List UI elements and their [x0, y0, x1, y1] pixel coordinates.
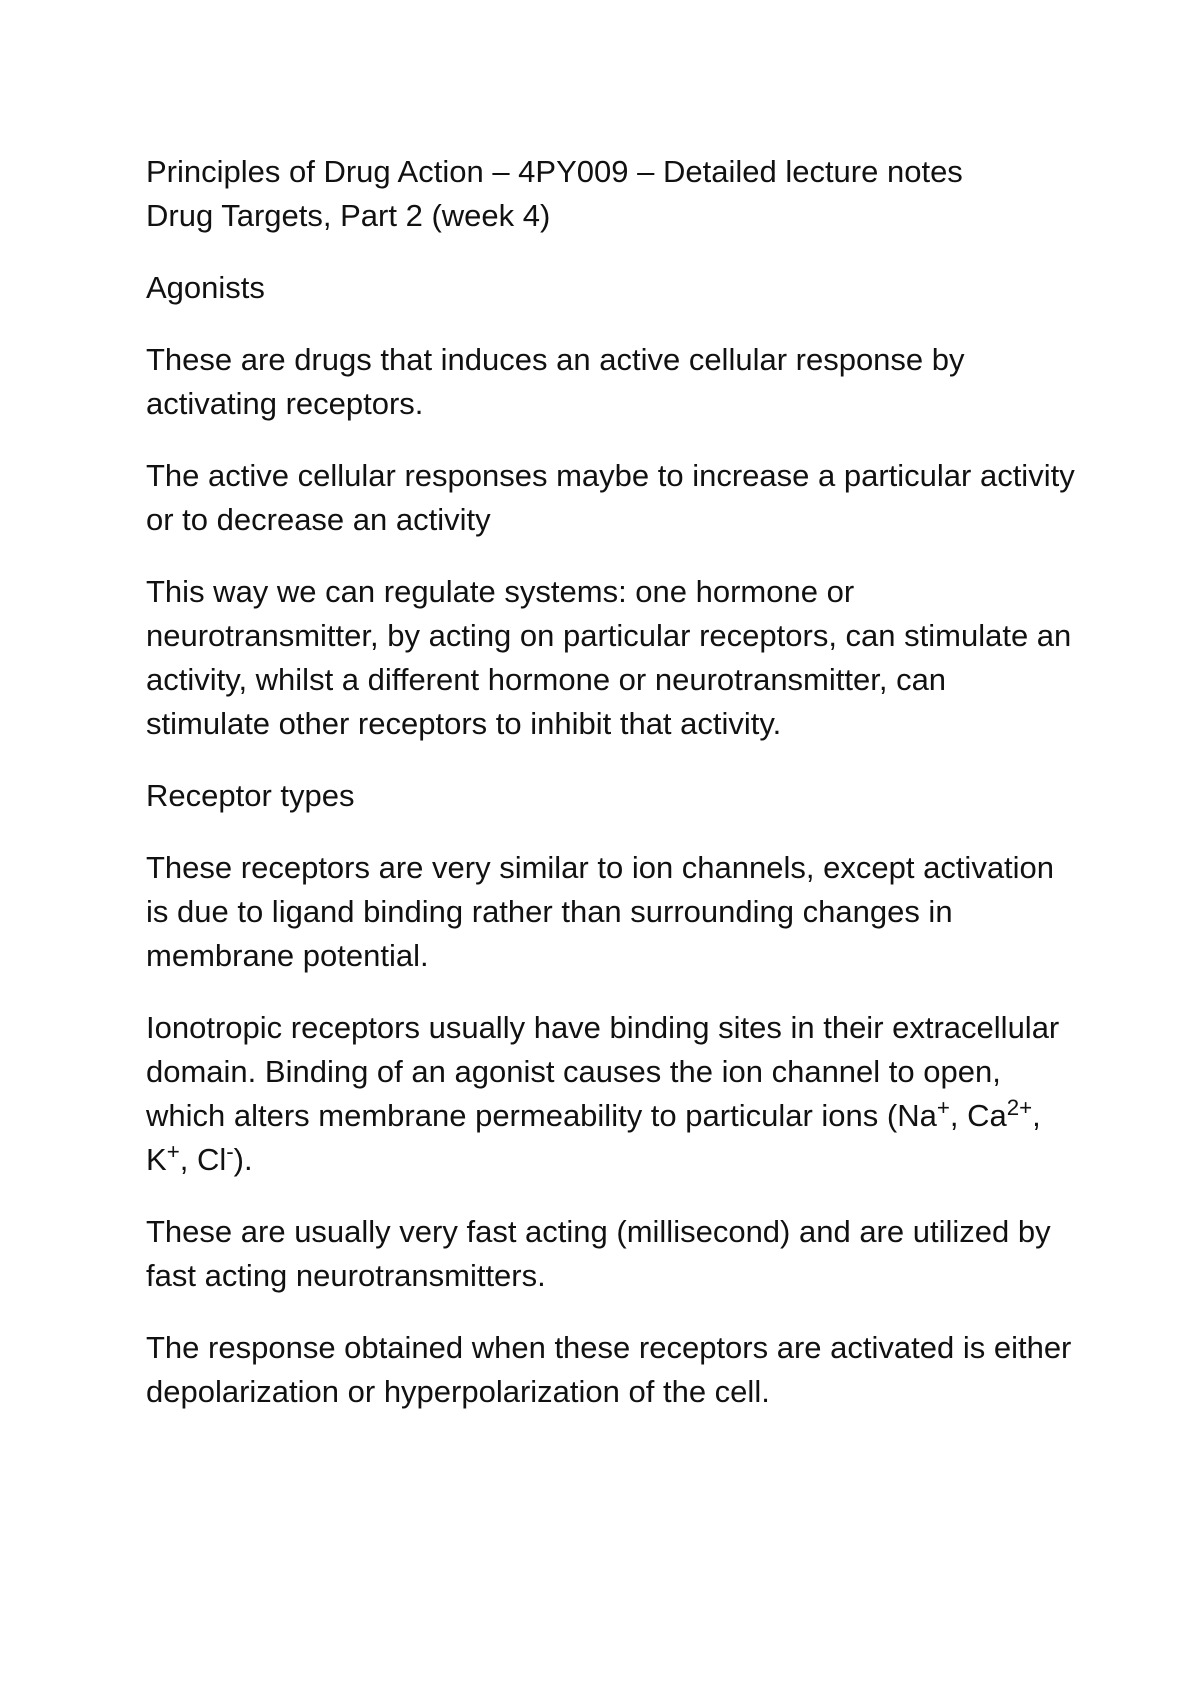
- paragraph-ionotropic-receptors: [146, 1006, 1076, 1182]
- document-body: [146, 150, 1076, 1442]
- potassium-charge: +: [166, 1138, 180, 1164]
- calcium-charge: 2+: [1006, 1094, 1033, 1120]
- title-line-2: Drug Targets, Part 2 (week 4): [146, 198, 551, 233]
- chloride-charge: -: [226, 1138, 234, 1164]
- sodium-charge: +: [936, 1094, 950, 1120]
- paragraph-regulate-systems: This way we can regulate systems: one hormone or neurotransmitter, by acting on particular receptors, can stimulate an activity, whilst a different hormone or neurotransmitter, can stimulate other receptors to inhibit that activity.: [146, 574, 1072, 741]
- document-title: [146, 150, 1076, 238]
- paragraph-cellular-responses: The active cellular responses maybe to increase a particular activity or to decrease an activity: [146, 458, 1075, 537]
- paragraph-fast-acting: These are usually very fast acting (millisecond) and are utilized by fast acting neurotransmitters.: [146, 1214, 1051, 1293]
- title-line-1: Principles of Drug Action – 4PY009 – Detailed lecture notes: [146, 154, 963, 189]
- paragraph-agonist-definition: These are drugs that induces an active cellular response by activating receptors.: [146, 342, 965, 421]
- ion-separator-1: , Ca: [949, 1098, 1007, 1133]
- heading-agonists: Agonists: [146, 270, 265, 305]
- paragraph-response-obtained: The response obtained when these receptors are activated is either depolarization or hyperpolarization of the cell.: [146, 1330, 1072, 1409]
- ion-list-end: ).: [233, 1142, 253, 1177]
- paragraph-ion-channel-similarity: These receptors are very similar to ion channels, except activation is due to ligand binding rather than surrounding changes in membrane potential.: [146, 850, 1055, 973]
- ionotropic-text: Ionotropic receptors usually have binding sites in their extracellular domain. Binding of an agonist causes the ion channel to open, which alters membrane permeability to particular ions (Na: [146, 1010, 1060, 1133]
- ion-separator-2: , K: [146, 1098, 1041, 1177]
- heading-receptor-types: Receptor types: [146, 778, 355, 813]
- ion-separator-3: , Cl: [179, 1142, 227, 1177]
